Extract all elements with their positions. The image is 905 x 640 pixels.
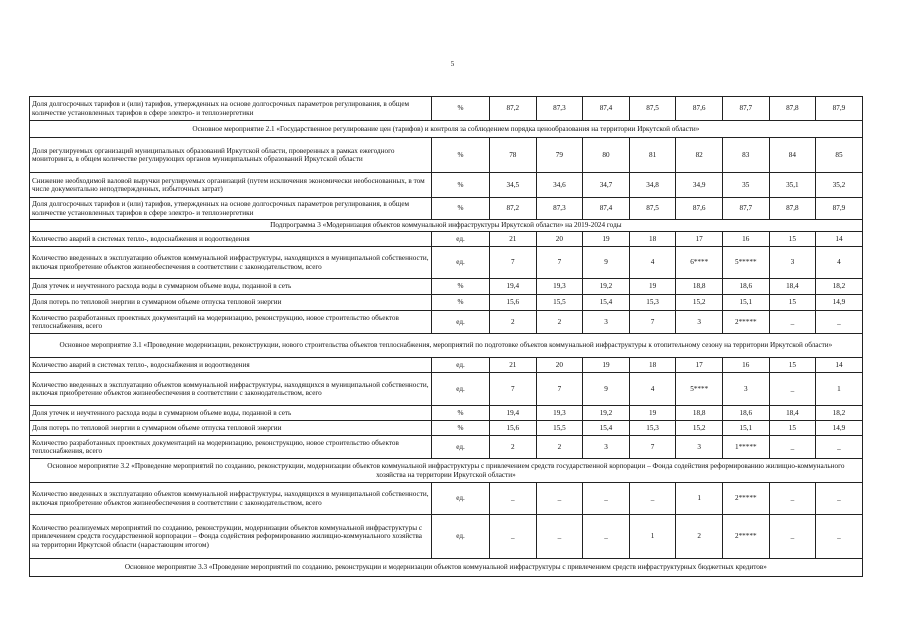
indicator-value: 18,4 bbox=[769, 406, 816, 421]
indicator-value: 7 bbox=[536, 247, 583, 279]
indicator-name: Доля регулируемых организаций муниципальных образований Иркутской области, проверенных в рамках ежегодного мониторинга, в общем количестве регулирующих органов муниципальных образований Иркутской области bbox=[30, 138, 432, 173]
indicator-value: 20 bbox=[536, 358, 583, 373]
indicator-value: _ bbox=[536, 515, 583, 559]
indicator-value: 15,4 bbox=[583, 421, 630, 436]
indicator-value: 15 bbox=[769, 358, 816, 373]
indicator-row bbox=[30, 436, 863, 459]
indicator-name: Количество разработанных проектных документаций на модернизацию, реконструкцию, новое строительство объектов теплоснабжения, всего bbox=[30, 311, 432, 334]
indicator-value: 3 bbox=[676, 436, 723, 459]
indicator-value: 19,2 bbox=[583, 279, 630, 295]
indicator-row bbox=[30, 198, 863, 220]
indicator-value: 82 bbox=[676, 138, 723, 173]
indicator-value: 15,2 bbox=[676, 295, 723, 311]
indicator-value: 15,4 bbox=[583, 295, 630, 311]
indicator-value: _ bbox=[816, 436, 863, 459]
indicator-row bbox=[30, 295, 863, 311]
indicator-value: 87,9 bbox=[816, 97, 863, 121]
indicator-name: Количество разработанных проектных документаций на модернизацию, реконструкцию, новое строительство объектов теплоснабжения, всего bbox=[30, 436, 432, 459]
indicator-value: 2 bbox=[490, 311, 537, 334]
indicator-row bbox=[30, 358, 863, 373]
indicator-row bbox=[30, 279, 863, 295]
indicator-value: 1 bbox=[629, 515, 676, 559]
section-header-row bbox=[30, 220, 863, 232]
indicator-value: 87,2 bbox=[490, 198, 537, 220]
indicator-value: 87,6 bbox=[676, 97, 723, 121]
indicator-value: 7 bbox=[629, 311, 676, 334]
section-title: Основное мероприятие 2.1 «Государственное регулирование цен (тарифов) и контроля за соблюдением порядка ценообразования на территории Иркутской области» bbox=[30, 121, 863, 138]
indicator-name: Доля потерь по тепловой энергии в суммарном объеме отпуска тепловой энергии bbox=[30, 421, 432, 436]
indicator-unit: % bbox=[432, 406, 490, 421]
indicator-value: 14 bbox=[816, 358, 863, 373]
indicator-value: 18 bbox=[629, 358, 676, 373]
indicator-value: 4 bbox=[629, 373, 676, 406]
indicator-name: Количество введенных в эксплуатацию объектов коммунальной инфраструктуры, находящихся в муниципальной собственности, включая приобретение объектов жизнеобеспечения в соответствии с законодательством, всего bbox=[30, 247, 432, 279]
indicator-value: 15 bbox=[769, 421, 816, 436]
indicator-value: 14 bbox=[816, 232, 863, 247]
indicator-value: 34,6 bbox=[536, 173, 583, 198]
indicator-unit: ед. bbox=[432, 515, 490, 559]
indicator-value: 18,6 bbox=[722, 279, 769, 295]
indicator-value: 87,6 bbox=[676, 198, 723, 220]
indicator-value: _ bbox=[769, 436, 816, 459]
indicator-value: 83 bbox=[722, 138, 769, 173]
indicator-row bbox=[30, 515, 863, 559]
indicator-value: 85 bbox=[816, 138, 863, 173]
indicator-value: _ bbox=[490, 515, 537, 559]
indicator-value: 15,3 bbox=[629, 421, 676, 436]
indicator-value: 35,1 bbox=[769, 173, 816, 198]
indicator-value: 34,5 bbox=[490, 173, 537, 198]
indicator-value: 21 bbox=[490, 358, 537, 373]
indicator-unit: ед. bbox=[432, 247, 490, 279]
indicator-value: _ bbox=[816, 483, 863, 515]
indicator-value: _ bbox=[536, 483, 583, 515]
indicator-value: 87,5 bbox=[629, 198, 676, 220]
indicator-value: 18,8 bbox=[676, 279, 723, 295]
indicator-value: _ bbox=[583, 515, 630, 559]
indicator-value: 87,8 bbox=[769, 198, 816, 220]
indicator-value: 87,8 bbox=[769, 97, 816, 121]
indicator-name: Доля долгосрочных тарифов и (или) тарифов, утвержденных на основе долгосрочных параметров регулирования, в общем количестве установленных тарифов в сфере электро- и теплоэнергетики bbox=[30, 97, 432, 121]
indicator-value: 18,8 bbox=[676, 406, 723, 421]
indicator-value: 3 bbox=[583, 436, 630, 459]
indicator-unit: % bbox=[432, 97, 490, 121]
indicator-value: 2 bbox=[536, 311, 583, 334]
indicator-unit: % bbox=[432, 198, 490, 220]
indicator-value: 87,7 bbox=[722, 97, 769, 121]
indicator-value: 79 bbox=[536, 138, 583, 173]
indicator-unit: ед. bbox=[432, 373, 490, 406]
indicator-value: 19,4 bbox=[490, 406, 537, 421]
indicator-value: 15,6 bbox=[490, 421, 537, 436]
indicator-value: 6**** bbox=[676, 247, 723, 279]
indicator-unit: % bbox=[432, 279, 490, 295]
indicator-name: Количество аварий в системах тепло-, водоснабжения и водоотведения bbox=[30, 358, 432, 373]
indicator-value: 18,2 bbox=[816, 406, 863, 421]
indicator-unit: ед. bbox=[432, 232, 490, 247]
indicator-value: 1***** bbox=[722, 436, 769, 459]
indicator-value: 17 bbox=[676, 232, 723, 247]
indicator-value: _ bbox=[816, 515, 863, 559]
indicator-value: 4 bbox=[629, 247, 676, 279]
indicator-row bbox=[30, 311, 863, 334]
indicator-value: _ bbox=[769, 373, 816, 406]
indicator-value: 19 bbox=[583, 232, 630, 247]
indicator-value: 15,3 bbox=[629, 295, 676, 311]
indicator-unit: % bbox=[432, 295, 490, 311]
indicator-value: 3 bbox=[583, 311, 630, 334]
indicator-value: 81 bbox=[629, 138, 676, 173]
indicator-row bbox=[30, 138, 863, 173]
indicator-value: 87,4 bbox=[583, 97, 630, 121]
indicator-value: 2***** bbox=[722, 311, 769, 334]
indicator-value: _ bbox=[816, 311, 863, 334]
indicator-value: 16 bbox=[722, 232, 769, 247]
indicator-value: 18,2 bbox=[816, 279, 863, 295]
indicator-value: 19 bbox=[629, 279, 676, 295]
indicator-name: Количество аварий в системах тепло-, водоснабжения и водоотведения bbox=[30, 232, 432, 247]
indicator-value: 9 bbox=[583, 247, 630, 279]
indicator-value: 2***** bbox=[722, 515, 769, 559]
indicator-value: 15 bbox=[769, 295, 816, 311]
indicator-value: 15,6 bbox=[490, 295, 537, 311]
indicator-name: Доля утечек и неучтенного расхода воды в суммарном объеме воды, поданной в сеть bbox=[30, 406, 432, 421]
section-title: Основное мероприятие 3.3 «Проведение мероприятий по созданию, реконструкции и модернизации объектов коммунальной инфраструктуры с привлечением средств инфраструктурных бюджетных кредитов» bbox=[30, 559, 863, 577]
indicator-unit: ед. bbox=[432, 358, 490, 373]
indicator-value: 19 bbox=[629, 406, 676, 421]
indicator-value: 4 bbox=[816, 247, 863, 279]
indicator-value: 2 bbox=[490, 436, 537, 459]
indicator-value: 19,2 bbox=[583, 406, 630, 421]
indicator-value: 15 bbox=[769, 232, 816, 247]
indicator-value: 19,3 bbox=[536, 279, 583, 295]
indicator-value: 15,5 bbox=[536, 295, 583, 311]
indicator-unit: % bbox=[432, 138, 490, 173]
page-number: 5 bbox=[450, 60, 455, 68]
indicator-row bbox=[30, 483, 863, 515]
indicator-unit: ед. bbox=[432, 436, 490, 459]
section-title: Подпрограмма 3 «Модернизация объектов коммунальной инфраструктуры Иркутской области» на 2019-2024 годы bbox=[30, 220, 863, 232]
indicator-row bbox=[30, 373, 863, 406]
indicator-value: 80 bbox=[583, 138, 630, 173]
indicator-value: 5**** bbox=[676, 373, 723, 406]
indicator-value: 87,7 bbox=[722, 198, 769, 220]
indicator-value: 15,2 bbox=[676, 421, 723, 436]
indicator-value: 19 bbox=[583, 358, 630, 373]
indicator-row bbox=[30, 173, 863, 198]
indicator-value: 5***** bbox=[722, 247, 769, 279]
indicator-value: 16 bbox=[722, 358, 769, 373]
indicator-unit: % bbox=[432, 173, 490, 198]
indicator-value: 87,4 bbox=[583, 198, 630, 220]
indicator-value: 84 bbox=[769, 138, 816, 173]
indicator-value: 3 bbox=[676, 311, 723, 334]
indicator-row bbox=[30, 421, 863, 436]
indicator-name: Доля утечек и неучтенного расхода воды в суммарном объеме воды, поданной в сеть bbox=[30, 279, 432, 295]
indicator-value: _ bbox=[490, 483, 537, 515]
section-header-row bbox=[30, 459, 863, 483]
indicator-value: 34,8 bbox=[629, 173, 676, 198]
indicator-value: 87,3 bbox=[536, 198, 583, 220]
indicator-value: _ bbox=[769, 483, 816, 515]
indicator-row bbox=[30, 406, 863, 421]
indicator-value: 34,7 bbox=[583, 173, 630, 198]
section-header-row bbox=[30, 559, 863, 577]
indicator-value: 2 bbox=[536, 436, 583, 459]
indicator-row bbox=[30, 232, 863, 247]
indicator-value: 18,4 bbox=[769, 279, 816, 295]
indicator-name: Количество реализуемых мероприятий по созданию, реконструкции, модернизации объектов коммунальной инфраструктуры с привлечением средств государственной корпорации – Фонда содействия реформированию жилищно-коммунального хозяйства на территории Иркутской области (нарастающим итогом) bbox=[30, 515, 432, 559]
indicator-value: 87,2 bbox=[490, 97, 537, 121]
indicator-value: 7 bbox=[629, 436, 676, 459]
indicator-value: 7 bbox=[490, 247, 537, 279]
indicator-name: Доля потерь по тепловой энергии в суммарном объеме отпуска тепловой энергии bbox=[30, 295, 432, 311]
indicator-value: 9 bbox=[583, 373, 630, 406]
indicator-value: _ bbox=[629, 483, 676, 515]
indicator-value: 7 bbox=[490, 373, 537, 406]
indicator-value: 34,9 bbox=[676, 173, 723, 198]
section-header-row bbox=[30, 334, 863, 358]
indicator-value: 18,6 bbox=[722, 406, 769, 421]
indicator-value: 1 bbox=[816, 373, 863, 406]
indicator-value: 19,3 bbox=[536, 406, 583, 421]
indicator-unit: % bbox=[432, 421, 490, 436]
indicator-value: 19,4 bbox=[490, 279, 537, 295]
section-title: Основное мероприятие 3.2 «Проведение мероприятий по созданию, реконструкции, модернизации объектов коммунальной инфраструктуры с привлечением средств государственной корпорации – Фонда содействия реформированию жилищно-коммунального хозяйства на территории Иркутской области» bbox=[30, 459, 863, 483]
section-title: Основное мероприятие 3.1 «Проведение модернизации, реконструкции, нового строительства объектов теплоснабжения, мероприятий по подготовке объектов коммунальной инфраструктуры к отопительному сезону на территории Иркутской области» bbox=[30, 334, 863, 358]
indicator-value: 35,2 bbox=[816, 173, 863, 198]
indicators-table bbox=[29, 96, 863, 577]
indicator-unit: ед. bbox=[432, 483, 490, 515]
indicator-value: 15,5 bbox=[536, 421, 583, 436]
indicator-value: 14,9 bbox=[816, 421, 863, 436]
indicator-value: 35 bbox=[722, 173, 769, 198]
indicator-value: 78 bbox=[490, 138, 537, 173]
indicator-value: 87,5 bbox=[629, 97, 676, 121]
section-header-row bbox=[30, 121, 863, 138]
indicator-value: _ bbox=[583, 483, 630, 515]
indicator-value: 17 bbox=[676, 358, 723, 373]
indicator-row bbox=[30, 97, 863, 121]
indicator-value: 87,3 bbox=[536, 97, 583, 121]
indicator-value: 7 bbox=[536, 373, 583, 406]
indicator-value: 3 bbox=[769, 247, 816, 279]
indicator-value: 20 bbox=[536, 232, 583, 247]
indicator-name: Снижение необходимой валовой выручки регулируемых организаций (путем исключения экономически необоснованных, в том числе документально неподтвержденных, избыточных затрат) bbox=[30, 173, 432, 198]
indicator-name: Доля долгосрочных тарифов и (или) тарифов, утвержденных на основе долгосрочных параметров регулирования, в общем количестве установленных тарифов в сфере электро- и теплоэнергетики bbox=[30, 198, 432, 220]
indicator-value: 15,1 bbox=[722, 421, 769, 436]
indicator-row bbox=[30, 247, 863, 279]
indicator-value: 2 bbox=[676, 515, 723, 559]
indicator-name: Количество введенных в эксплуатацию объектов коммунальной инфраструктуры, находящихся в муниципальной собственности, включая приобретение объектов жизнеобеспечения в соответствии с законодательством, всего bbox=[30, 483, 432, 515]
indicator-name: Количество введенных в эксплуатацию объектов коммунальной инфраструктуры, находящихся в муниципальной собственности, включая приобретение объектов жизнеобеспечения в соответствии с законодательством, всего bbox=[30, 373, 432, 406]
indicator-value: 2***** bbox=[722, 483, 769, 515]
indicator-value: 87,9 bbox=[816, 198, 863, 220]
indicator-value: 3 bbox=[722, 373, 769, 406]
indicator-value: 14,9 bbox=[816, 295, 863, 311]
indicator-value: 1 bbox=[676, 483, 723, 515]
indicator-value: 21 bbox=[490, 232, 537, 247]
indicator-value: 15,1 bbox=[722, 295, 769, 311]
indicator-value: _ bbox=[769, 311, 816, 334]
indicator-value: 18 bbox=[629, 232, 676, 247]
indicator-value: _ bbox=[769, 515, 816, 559]
indicator-unit: ед. bbox=[432, 311, 490, 334]
